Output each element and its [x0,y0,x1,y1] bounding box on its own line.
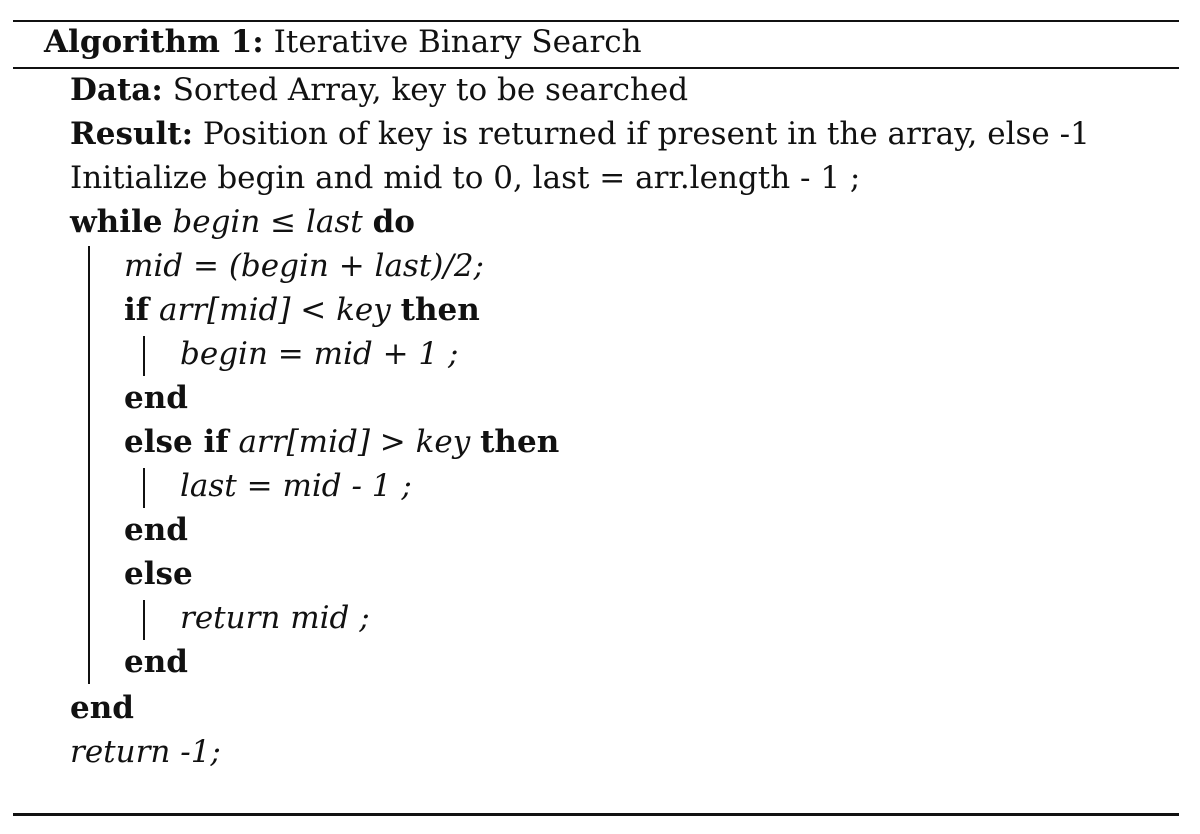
while-header [70,202,415,242]
result-keyword: Result: [70,116,194,152]
else-body-line: return mid ; [180,600,370,636]
mid-assign-line: mid = (begin + last)/2; [124,248,484,284]
end-while: end [70,690,134,726]
if-body-line: begin = mid + 1 ; [180,336,459,372]
algorithm-caption [44,22,642,62]
init-line: Initialize begin and mid to 0, last = arr.length - 1 ; [70,160,861,196]
result-line [70,114,1090,154]
elseif-body-line: last = mid - 1 ; [180,468,412,504]
bottom-rule [13,813,1179,816]
end-if: end [124,380,188,416]
data-line [70,70,688,110]
final-return-line: return -1; [70,734,221,770]
while-condition: begin ≤ last [172,204,363,240]
elseif-condition: arr[mid] > key [238,424,471,460]
end-elseif: end [124,512,188,548]
elseif-block-bar [143,468,145,508]
result-text: Position of key is returned if present in the array, else -1 [202,116,1090,152]
elseif-keyword: else if [124,424,229,460]
if-keyword: if [124,292,150,328]
algorithm-label: Algorithm 1: [44,24,264,60]
if-condition: arr[mid] < key [158,292,391,328]
elseif-header [124,422,559,462]
if-block-bar [143,336,145,376]
while-keyword: while [70,204,163,240]
algorithm-title: Iterative Binary Search [273,24,642,60]
caption-rule [13,67,1179,69]
elseif-then-keyword: then [480,424,560,460]
else-keyword: else [124,556,193,592]
do-keyword: do [372,204,415,240]
if-then-keyword: then [400,292,480,328]
data-keyword: Data: [70,72,163,108]
else-block-bar [143,600,145,640]
if-header [124,290,480,330]
while-block-bar [88,246,90,684]
data-text: Sorted Array, key to be searched [172,72,689,108]
end-else: end [124,644,188,680]
